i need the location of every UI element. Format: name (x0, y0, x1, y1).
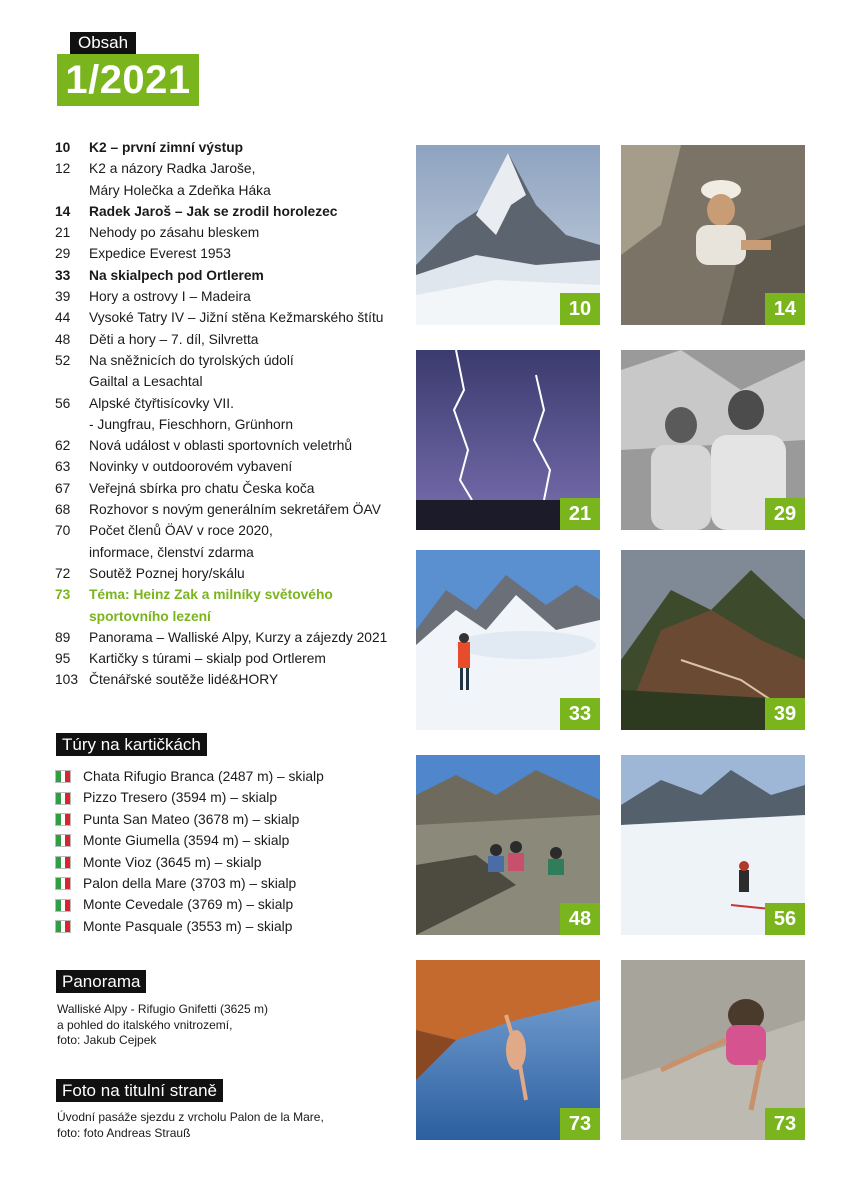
children-mountains-photo[interactable] (416, 755, 600, 935)
toc-title: Téma: Heinz Zak a milníky světového (89, 587, 333, 603)
toc-entry[interactable] (55, 606, 415, 627)
toc-entry[interactable] (55, 350, 415, 371)
toc-entry[interactable] (55, 222, 415, 243)
everest-1953-photo[interactable] (621, 350, 805, 530)
toc-page-number: 63 (55, 459, 71, 475)
panorama-heading: Panorama (56, 970, 146, 993)
card-item (55, 830, 324, 851)
toc-page-number: 44 (55, 310, 71, 326)
toc-entry[interactable] (55, 478, 415, 499)
caption-line: a pohled do italského vnitrozemí, (57, 1017, 233, 1032)
toc-page-number: 62 (55, 438, 71, 454)
cards-list (55, 766, 324, 937)
page-number-badge: 48 (560, 903, 600, 935)
caption-line: Walliské Alpy - Rifugio Gnifetti (3625 m) (57, 1002, 268, 1016)
page-number-badge: 39 (765, 698, 805, 730)
toc-page-number: 70 (55, 523, 71, 539)
card-item (55, 809, 324, 830)
card-item (55, 787, 324, 808)
toc-title: Veřejná sbírka pro chatu Česka koča (89, 480, 315, 496)
toc-page-number: 21 (55, 225, 71, 241)
toc-title: Vysoké Tatry IV – Jižní stěna Kežmarského štítu (89, 310, 384, 326)
caption-line: Úvodní pasáže sjezdu z vrcholu Palon de la Mare, (57, 1110, 324, 1124)
toc-title: Děti a hory – 7. díl, Silvretta (89, 331, 259, 347)
glacier-skier-photo[interactable] (621, 755, 805, 935)
toc-title: Máry Holečka a Zdeňka Háka (89, 182, 271, 198)
toc-entry[interactable] (55, 329, 415, 350)
toc-page-number: 33 (55, 267, 71, 283)
toc-entry[interactable] (55, 499, 415, 520)
page-number-badge: 33 (560, 698, 600, 730)
toc-entry[interactable] (55, 137, 415, 158)
climber-portrait-photo[interactable] (621, 145, 805, 325)
toc-page-number: 68 (55, 502, 71, 518)
toc-title: Novinky v outdoorovém vybavení (89, 459, 293, 475)
toc-title: Čtenářské soutěže lidé&HORY (89, 672, 279, 688)
toc-title: K2 – první zimní výstup (89, 140, 244, 155)
toc-entry[interactable] (55, 307, 415, 328)
caption-line: foto: Jakub Cejpek (57, 1033, 157, 1047)
toc-page-number (55, 414, 89, 435)
toc-title: Hory a ostrovy I – Madeira (89, 289, 251, 305)
toc-page-number: 52 (55, 352, 71, 368)
card-item (55, 766, 324, 787)
lightning-photo[interactable] (416, 350, 600, 530)
toc-entry[interactable] (55, 158, 415, 179)
toc-entry[interactable] (55, 393, 415, 414)
card-item-label: Chata Rifugio Branca (2487 m) – skialp (83, 769, 324, 784)
toc-title: Rozhovor s novým generálním sekretářem ÖAV (89, 502, 381, 518)
page-number-badge: 14 (765, 293, 805, 325)
slab-climber-photo[interactable] (621, 960, 805, 1140)
card-item-label: Monte Pasquale (3553 m) – skialp (83, 918, 293, 934)
card-item-label: Pizzo Tresero (3594 m) – skialp (83, 790, 277, 806)
overhang-climber-photo[interactable] (416, 960, 600, 1140)
toc-page-number: 72 (55, 565, 71, 581)
card-item-label: Palon della Mare (3703 m) – skialp (83, 876, 297, 892)
issue-number: 1/2021 (57, 54, 199, 106)
card-item (55, 916, 324, 937)
italy-flag-icon (55, 877, 71, 890)
toc-page-number: 103 (55, 672, 79, 688)
toc-page-number: 12 (55, 161, 71, 177)
toc-page-number (55, 542, 89, 563)
toc-entry[interactable] (55, 669, 415, 690)
toc-entry[interactable] (55, 201, 415, 222)
toc-entry[interactable] (55, 627, 415, 648)
table-of-contents (55, 137, 415, 691)
toc-title: Počet členů ÖAV v roce 2020, (89, 523, 273, 539)
toc-entry[interactable] (55, 648, 415, 669)
toc-title: Gailtal a Lesachtal (89, 374, 203, 390)
cover-caption (57, 1110, 324, 1141)
toc-entry[interactable] (55, 584, 415, 605)
toc-entry[interactable] (55, 456, 415, 477)
toc-title: sportovního lezení (89, 608, 211, 624)
toc-page-number: 48 (55, 331, 71, 347)
card-item (55, 894, 324, 915)
toc-title: informace, členství zdarma (89, 544, 254, 560)
toc-page-number: 56 (55, 395, 71, 411)
italy-flag-icon (55, 770, 71, 783)
italy-flag-icon (55, 834, 71, 847)
page-number-badge: 56 (765, 903, 805, 935)
toc-title: Nová událost v oblasti sportovních veletrhů (89, 438, 353, 454)
toc-page-number: 73 (55, 587, 71, 603)
card-item-label: Monte Vioz (3645 m) – skialp (83, 854, 262, 870)
toc-entry[interactable] (55, 243, 415, 264)
page-number-badge: 73 (765, 1108, 805, 1140)
toc-entry[interactable] (55, 371, 415, 392)
italy-flag-icon (55, 813, 71, 826)
toc-page-number: 10 (55, 140, 71, 155)
toc-entry[interactable] (55, 265, 415, 286)
card-item (55, 873, 324, 894)
page-number-badge: 29 (765, 498, 805, 530)
toc-entry[interactable] (55, 286, 415, 307)
toc-title: Nehody po zásahu bleskem (89, 225, 260, 241)
card-item-label: Punta San Mateo (3678 m) – skialp (83, 811, 300, 827)
italy-flag-icon (55, 856, 71, 869)
toc-page-number (55, 606, 89, 627)
italy-flag-icon (55, 899, 71, 912)
panorama-caption (57, 1002, 268, 1049)
toc-page-number (55, 180, 89, 201)
italy-flag-icon (55, 920, 71, 933)
toc-entry[interactable] (55, 180, 415, 201)
toc-entry[interactable] (55, 563, 415, 584)
toc-title: Alpské čtyřtisícovky VII. (89, 395, 234, 411)
toc-page-number: 14 (55, 203, 71, 219)
card-item (55, 852, 324, 873)
cards-heading: Túry na kartičkách (56, 733, 207, 756)
k2-mountain-photo[interactable] (416, 145, 600, 325)
card-item-label: Monte Giumella (3594 m) – skialp (83, 833, 290, 849)
toc-title: Na skialpech pod Ortlerem (89, 267, 264, 283)
toc-entry[interactable] (55, 542, 415, 563)
toc-title: Soutěž Poznej hory/skálu (89, 565, 245, 581)
toc-title: K2 a názory Radka Jaroše, (89, 161, 256, 177)
toc-page-number: 89 (55, 629, 71, 645)
toc-title: Expedice Everest 1953 (89, 246, 231, 262)
toc-page-number: 95 (55, 651, 71, 667)
toc-title: Na sněžnicích do tyrolských údolí (89, 352, 294, 368)
toc-entry[interactable] (55, 520, 415, 541)
skier-ortler-photo[interactable] (416, 550, 600, 730)
page-number-badge: 73 (560, 1108, 600, 1140)
section-tag: Obsah (70, 32, 136, 54)
toc-entry[interactable] (55, 414, 415, 435)
toc-page-number: 29 (55, 246, 71, 262)
toc-title: - Jungfrau, Fieschhorn, Grünhorn (89, 416, 293, 432)
card-item-label: Monte Cevedale (3769 m) – skialp (83, 897, 294, 913)
toc-page-number: 39 (55, 289, 71, 305)
caption-line: foto: foto Andreas Strauß (57, 1125, 191, 1140)
page-number-badge: 21 (560, 498, 600, 530)
cover-heading: Foto na titulní straně (56, 1079, 223, 1102)
madeira-photo[interactable] (621, 550, 805, 730)
italy-flag-icon (55, 792, 71, 805)
toc-title: Panorama – Walliské Alpy, Kurzy a zájezdy 2021 (89, 629, 388, 645)
toc-page-number: 67 (55, 480, 71, 496)
toc-page-number (55, 371, 89, 392)
toc-title: Kartičky s túrami – skialp pod Ortlerem (89, 651, 326, 667)
toc-title: Radek Jaroš – Jak se zrodil horolezec (89, 203, 338, 219)
toc-entry[interactable] (55, 435, 415, 456)
page-number-badge: 10 (560, 293, 600, 325)
